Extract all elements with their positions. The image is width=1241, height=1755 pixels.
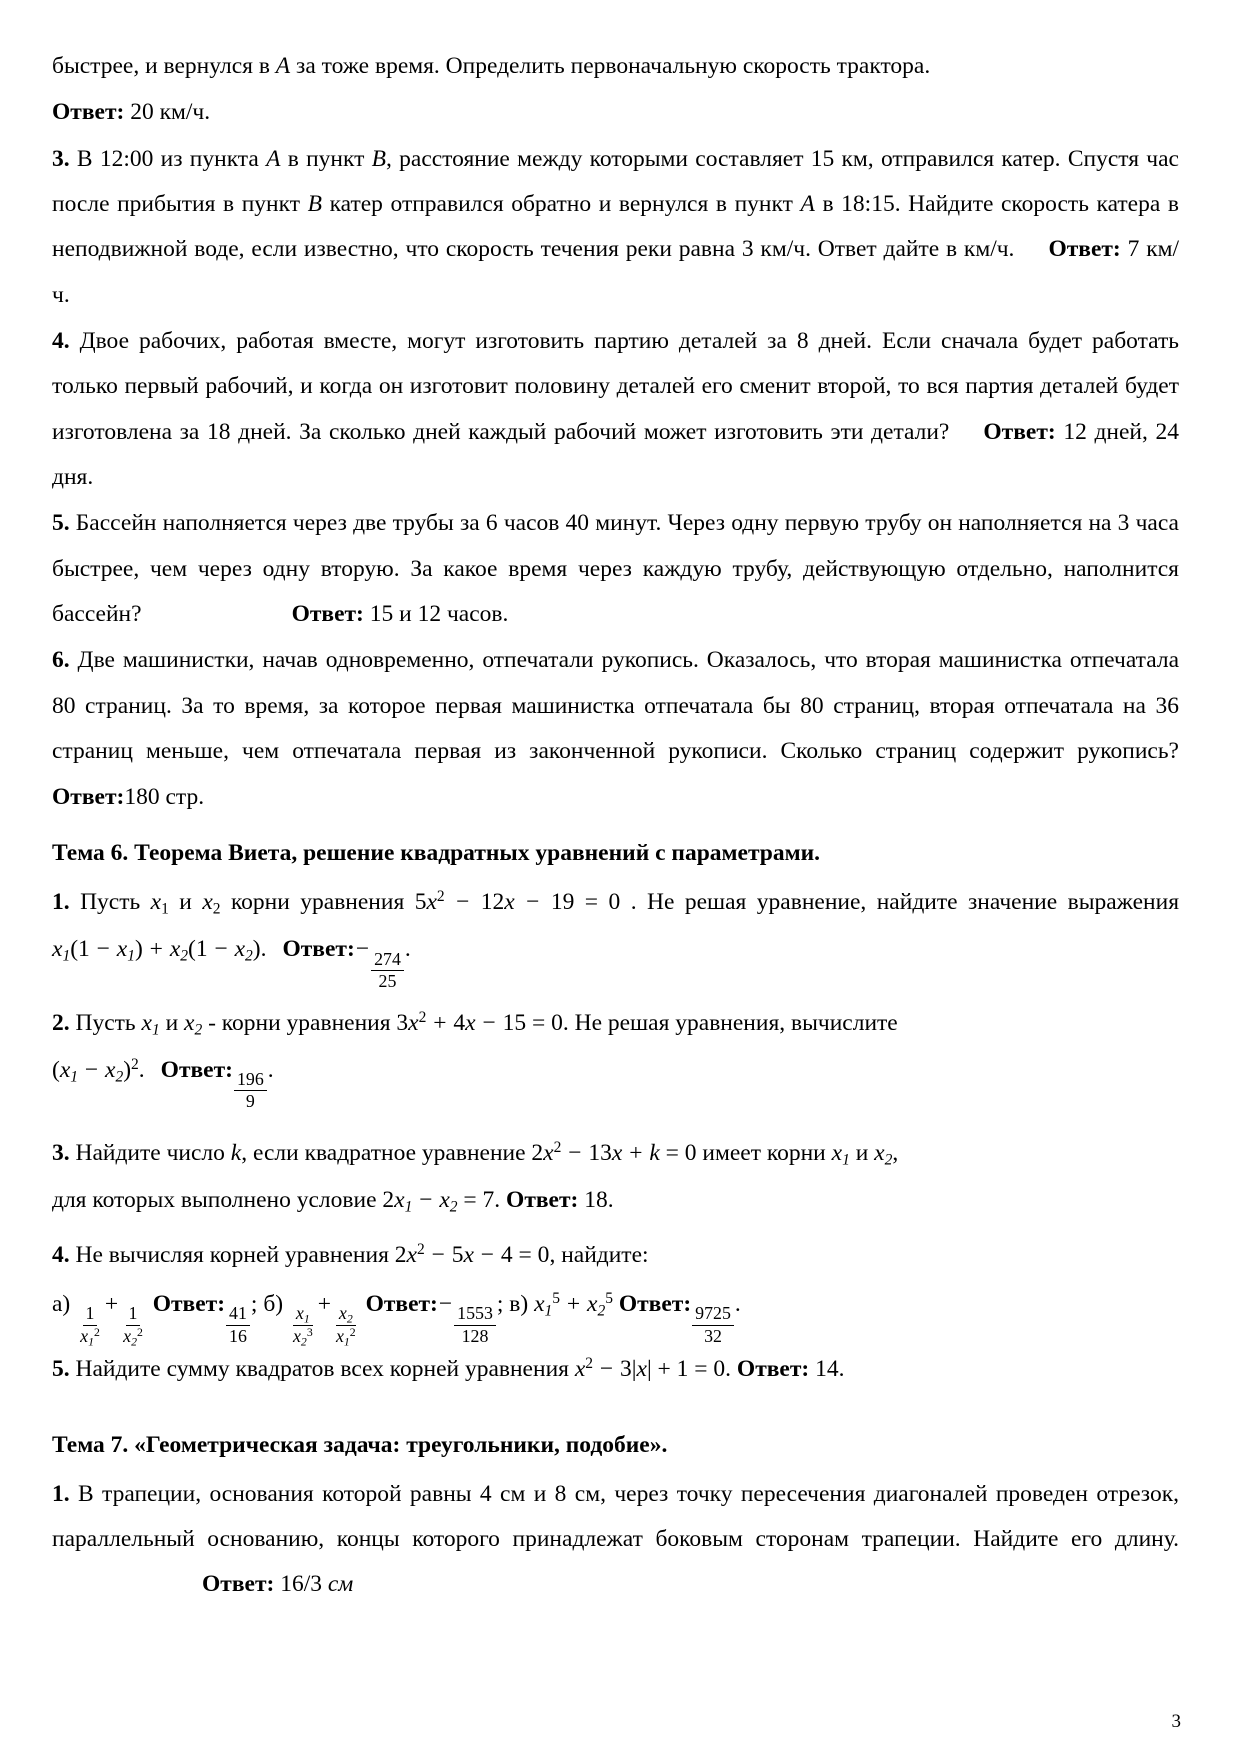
period: .	[138, 1056, 145, 1083]
subitem-v-label: в)	[509, 1290, 529, 1317]
problem-number-3: 3.	[52, 145, 70, 172]
problem-number-1: 1.	[52, 889, 70, 916]
t6p3-line2-lead: для которых выполнено условие	[52, 1186, 383, 1213]
paragraph-theme6-problem-3	[52, 1130, 1179, 1224]
t6p1-mid2: корни уравнения	[220, 889, 415, 916]
fraction-denominator: 128	[461, 1325, 489, 1346]
point-label-b: B	[307, 191, 322, 218]
problem-number-1: 1.	[52, 1480, 70, 1507]
t6p1-lead: Пусть	[69, 889, 151, 916]
problem-number-3: 3.	[52, 1139, 70, 1166]
problem-4-body: Двое рабочих, работая вместе, могут изготовить партию деталей за 8 дней. Если сначала будет работать только первый рабочий, и когда он изготовит половину деталей его сменит второй, то вся партия деталей будет изготовлена за 18 дней. За сколько дней каждый рабочий может изготовить эти детали?	[52, 328, 1179, 445]
fraction-numerator: 1	[126, 1304, 141, 1325]
minus-sign: −	[355, 936, 370, 963]
paragraph-problem-6	[52, 638, 1179, 819]
separator: ;	[496, 1290, 504, 1317]
answer-value: 180 стр.	[124, 783, 205, 810]
fraction-numerator: 274	[371, 950, 404, 971]
t6p2-mid1: и	[159, 1009, 185, 1036]
fraction-274-25	[371, 950, 404, 992]
paragraph-problem-5	[52, 501, 1179, 637]
answer-value: 18.	[584, 1186, 614, 1213]
fraction-denominator: $x_2^3$	[292, 1325, 313, 1348]
fraction-9725-32	[692, 1304, 734, 1346]
t6p2-mid2: - корни уравнения	[202, 1009, 397, 1036]
answer-label: Ответ:	[1048, 236, 1121, 263]
point-label-b: B	[371, 145, 386, 172]
fraction-1-over-x2-squared	[120, 1304, 146, 1346]
equation-x2-3absx-1: $x^2 - 3|x| + 1 = 0$	[574, 1354, 726, 1382]
answer-value: 7 км/ч.	[52, 236, 1180, 308]
t7p1-body: В трапеции, основания которой равны 4 см и 8 см, через точку пересечения диагоналей проведен отрезок, параллельный основанию, концы которого принадлежат боковым сторонам трапеции. Найдите его длину.	[52, 1480, 1179, 1552]
problem-3-seg-4: , расстояние между которыми составляет 15 км, отправился катер. Спустя час после прибытия в пункт	[52, 145, 1179, 218]
equation-2x2-13x-k: $2x^2 - 13x + k = 0$	[531, 1138, 697, 1166]
fraction-numerator: 9725	[692, 1304, 734, 1325]
subitem-b-label: б)	[263, 1290, 284, 1317]
fraction-denominator: 32	[704, 1325, 722, 1346]
answer-label: Ответ:	[983, 418, 1056, 445]
paragraph-problem-2-answer	[52, 90, 1179, 135]
fraction-1-over-x1-squared	[77, 1304, 103, 1346]
t6p3-mid: , если квадратное уравнение	[241, 1139, 532, 1166]
expression-x1-minus-x2-squared: $(x_1 - x_2)^2$	[52, 1055, 139, 1085]
t6p1-tail: . Не решая уравнение, найдите значение выражения	[620, 889, 1179, 916]
problem-number-5: 5.	[52, 1355, 70, 1382]
answer-label: Ответ:	[736, 1355, 810, 1382]
paragraph-problem-2-tail	[52, 44, 1179, 89]
problem-3-seg-8: в 18:15. Найдите скорость катера в неподвижной воде, если известно, что скорость течения реки равна 3 км/ч. Ответ дайте в км/ч.	[52, 191, 1179, 263]
fraction-denominator: $x_2^2$	[123, 1325, 143, 1348]
period: .	[734, 1290, 741, 1317]
problem-3-seg-6: катер отправился обратно и вернулся в пункт	[321, 191, 801, 218]
fraction-41-16	[226, 1304, 250, 1346]
answer-value: 20 км/ч.	[130, 99, 211, 126]
t6p3-tail: имеет корни	[696, 1139, 832, 1166]
t6p2-tail: Не решая уравнения, вычислите	[568, 1009, 898, 1036]
point-label-a: A	[266, 145, 281, 172]
answer-label: Ответ:	[202, 1571, 275, 1598]
section-heading-theme-7: Тема 7. «Геометрическая задача: треугольники, подобие».	[52, 1431, 668, 1458]
period: .	[494, 1186, 501, 1213]
point-label-a: A	[800, 191, 815, 218]
fraction-196-9	[234, 1070, 267, 1112]
answer-label: Ответ:	[618, 1290, 692, 1317]
t6p4-tail: , найдите:	[549, 1241, 649, 1268]
expression-x1-fifth-plus-x2-fifth: $x_1^5 + x_2^5$	[534, 1289, 613, 1320]
fraction-numerator: 1	[83, 1304, 98, 1325]
answer-unit: см	[327, 1571, 354, 1598]
period: .	[404, 936, 411, 963]
paragraph-theme7-problem-1	[52, 1472, 1179, 1608]
paragraph-theme6-problem-5	[52, 1346, 1179, 1393]
equation-5x2-12x-19: $5x^2 - 12x - 19 = 0$	[414, 888, 621, 916]
answer-value: 16/3	[280, 1571, 322, 1598]
answer-label: Ответ:	[152, 1290, 226, 1317]
problem-2-text-after: за тоже время. Определить первоначальную скорость трактора.	[290, 53, 931, 79]
fraction-x2-over-x1-squared	[333, 1304, 359, 1346]
fraction-x1-over-x2-cubed	[290, 1304, 316, 1346]
condition-2x1-minus-x2: $2x_1 - x_2 = 7$	[382, 1186, 495, 1216]
variable-x2: $x_2$	[184, 1009, 203, 1038]
t6p3-joiner: и	[849, 1139, 875, 1166]
answer-label: Ответ:	[506, 1186, 579, 1213]
variable-x1: $x_1$	[150, 889, 169, 918]
variable-x1: $x_1$	[831, 1139, 850, 1169]
fraction-denominator: $x_1^2$	[80, 1325, 100, 1348]
fraction-numerator: 1553	[454, 1304, 496, 1325]
t6p4-lead: Не вычисляя корней уравнения	[69, 1241, 395, 1268]
minus-sign: −	[438, 1290, 453, 1317]
t6p2-lead: Пусть	[69, 1009, 142, 1036]
fraction-denominator: 9	[245, 1091, 255, 1112]
answer-label: Ответ:	[291, 601, 364, 628]
answer-value: 14.	[815, 1355, 845, 1382]
fraction-denominator: 16	[229, 1325, 247, 1346]
fraction-numerator: 196	[234, 1070, 267, 1091]
equation-3x2-4x-15: $3x^2 + 4x - 15 = 0$.	[396, 1008, 569, 1036]
variable-x2: $x_2$	[202, 889, 221, 918]
paragraph-theme6-problem-2	[52, 1000, 1179, 1112]
fraction-numerator: 41	[226, 1304, 250, 1325]
variable-k: k	[230, 1139, 242, 1166]
problem-2-text-before: быстрее, и вернулся в	[52, 53, 276, 79]
problem-number-6: 6.	[52, 647, 70, 674]
separator: ;	[250, 1290, 258, 1317]
paragraph-theme6-problem-1	[52, 879, 1179, 991]
fraction-denominator: $x_1^2$	[335, 1325, 356, 1348]
fraction-denominator: 25	[378, 971, 397, 992]
fraction-1553-128	[454, 1304, 496, 1346]
spacer	[52, 992, 1179, 1000]
problem-5-body: Бассейн наполняется через две трубы за 6 часов 40 минут. Через одну первую трубу он наполняется на 3 часа быстрее, чем через одну вторую. За какое время через каждую трубу, действующую отдельно, наполнится бассейн?	[52, 510, 1179, 628]
answer-label: Ответ:	[282, 936, 355, 963]
variable-x1: $x_1$	[141, 1009, 160, 1038]
problem-6-body: Две машинистки, начав одновременно, отпечатали рукопись. Оказалось, что вторая машинистка отпечатала 80 страниц. За то время, за которое первая машинистка отпечатала бы 80 страниц, вторая отпечатала на 36 страниц меньше, чем отпечатала первая из законченной рукописи. Сколько страниц содержит рукопись?	[52, 647, 1179, 765]
fraction-numerator: $x_2$	[336, 1304, 356, 1325]
paragraph-theme6-problem-4-subitems: а) $\frac{1}{x_1^2}$ + $\frac{1}{x_2^2}$ Ответ: $\frac{41}{16}$ ; б) $\frac{x_1}{x_2^3}$ + $\frac{x_2}{x_1^2}$ Ответ:− $\frac{1553}{128}$ ; в) $x_1^5 + x_2^5$ Ответ: $\frac{9725}{32}$ .	[52, 1289, 741, 1348]
answer-label: Ответ:	[52, 783, 125, 810]
subitem-a-label: а)	[52, 1290, 71, 1317]
equation-2x2-5x-4: $2x^2 - 5x - 4 = 0$	[394, 1240, 550, 1268]
paragraph-theme6-problem-4	[52, 1232, 1179, 1279]
page-number: 3	[1171, 1711, 1181, 1732]
answer-label: Ответ:	[160, 1056, 233, 1083]
spacer	[52, 1224, 1179, 1232]
problem-number-4: 4.	[52, 328, 70, 355]
paragraph-problem-3	[52, 137, 1179, 318]
problem-number-5: 5.	[52, 510, 70, 537]
answer-label: Ответ:	[52, 99, 125, 126]
fraction-numerator: $x_1$	[293, 1304, 313, 1325]
variable-x2: $x_2$	[874, 1139, 893, 1169]
point-label-a: A	[275, 53, 291, 79]
t6p5-lead: Найдите сумму квадратов всех корней уравнения	[69, 1355, 575, 1382]
t6p3-lead: Найдите число	[69, 1139, 231, 1166]
answer-label: Ответ:	[365, 1290, 438, 1317]
problem-3-seg-0: В 12:00 из пункта	[69, 145, 267, 172]
answer-value: 15 и 12 часов.	[369, 601, 509, 628]
spacer	[52, 1112, 1179, 1130]
problem-3-seg-2: в пункт	[280, 145, 372, 172]
period: .	[267, 1056, 274, 1083]
expression-x1-x2-sum: $x_1(1 - x_1) + x_2(1 - x_2)$.	[52, 936, 267, 965]
t6p1-mid1: и	[168, 889, 203, 916]
period: .	[725, 1355, 732, 1382]
paragraph-problem-4	[52, 319, 1179, 500]
problem-number-4: 4.	[52, 1241, 70, 1268]
problem-number-2: 2.	[52, 1009, 70, 1036]
answer-value: 12 дней, 24 дня.	[52, 418, 1180, 491]
comma: ,	[892, 1139, 899, 1166]
section-heading-theme-6: Тема 6. Теорема Виета, решение квадратных уравнений с параметрами.	[52, 839, 821, 866]
